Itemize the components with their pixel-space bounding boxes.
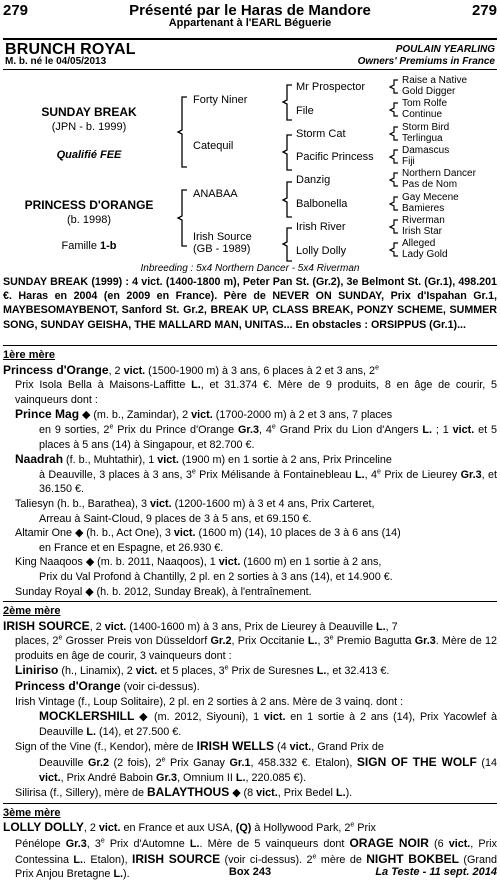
entry-sign-of-the-vine: Sign of the Vine (f., Kendor), mère de IRISH WELLS (4 vict., Grand Prix de — [15, 739, 384, 754]
pedigree-g3-1: Mr Prospector — [296, 81, 366, 93]
footer-date: La Teste - 11 sept. 2014 — [375, 866, 497, 878]
famille-value: 1-b — [100, 240, 117, 252]
entry-sunday-royal: Sunday Royal ◆ (h. b. 2012, Sunday Break), à l'entraînement. — [15, 585, 312, 598]
pedigree-g3-3: Storm Cat — [296, 128, 346, 140]
pedigree-dam: PRINCESS D'ORANGE — [24, 198, 154, 212]
pedigree-g4-12: Bamieres — [402, 203, 445, 214]
entry-taliesyn-2: Arreau à Saint-Cloud, 9 places de 3 à 5 ans, et 69.150 €. — [39, 512, 312, 525]
pedigree-g2-1: Forty Niner — [193, 94, 248, 106]
pedigree-g4-2: Gold Digger — [402, 86, 456, 97]
pedigree-famille — [0, 240, 178, 252]
pedigree-g4-6: Terlingua — [402, 133, 443, 144]
entry-altamir-one: Altamir One ◆ (h. b., Act One), 3 vict. (1600 m) (14), 10 places de 3 à 6 ans (14) — [15, 527, 401, 540]
pedigree-g4-3: Tom Rolfe — [402, 98, 448, 109]
entry-irish-vintage: Irish Vintage (f., Loup Solitaire), 2 pl. en 2 sorties à 2 ans. Mère de 3 vainq. dont : — [15, 695, 404, 708]
pedigree-g4-10: Pas de Nom — [402, 179, 458, 190]
section-2eme-mere: 2ème mère — [3, 605, 61, 618]
entry-irish-source: IRISH SOURCE, 2 vict. (1400-1600 m) à 3 ans, Prix de Lieurey à Deauville L., 7 — [3, 618, 398, 633]
pedigree-sire-note: Qualifié FEE — [56, 149, 122, 161]
pedigree-g4-11: Gay Mecene — [402, 192, 459, 203]
pedigree-g4-14: Irish Star — [402, 226, 443, 237]
pedigree-g3-8: Lolly Dolly — [296, 245, 347, 257]
entry-prince-mag-2: en 9 sorties, 2e Prix du Prince d'Orange Gr.3, 4e Grand Prix du Lion d'Angers L. ; 1 vict. et 5 places à 5 ans (14) à Singapour, et 82.700 €. — [39, 423, 497, 451]
pedigree-g2-4: Irish Source — [193, 231, 252, 243]
pedigree-g2-2: Catequil — [193, 140, 234, 152]
pedigree-sire: SUNDAY BREAK — [41, 105, 137, 119]
entry-naadrah-2: à Deauville, 3 places à 3 ans, 3e Prix Mélisande à Fontainebleau L., 4e Prix de Lieurey Gr.3, et 36.150 €. — [39, 468, 497, 496]
sire-paragraph — [3, 275, 497, 332]
entry-liniriso: Liniriso (h., Linamix), 2 vict. et 5 places, 3e Prix de Suresnes L., et 32.413 €. — [15, 663, 390, 678]
entry-lolly-dolly: LOLLY DOLLY, 2 vict. en France et aux USA, (Q) à Hollywood Park, 2e Prix — [3, 820, 376, 835]
pedigree-braces-g3 — [385, 76, 403, 266]
horse-name: BRUNCH ROYAL — [5, 41, 136, 58]
footer-box: Box 243 — [228, 866, 272, 878]
pedigree-sire-info: (JPN - b. 1999) — [51, 121, 127, 133]
entry-princess-dorange: Princess d'Orange, 2 vict. (1500-1900 m) à 3 ans, 6 places à 2 et 3 ans, 2e — [3, 362, 379, 377]
pedigree-g4-8: Fiji — [402, 156, 415, 167]
entry-silirisa: Silirisa (f., Sillery), mère de BALAYTHOUS ◆ (8 vict., Prix Bedel L.). — [15, 785, 353, 800]
pedigree-g2-3: ANABAA — [193, 188, 238, 200]
pedigree-g3-6: Balbonella — [296, 198, 348, 210]
page-title: Présenté par le Haras de Mandore — [129, 2, 371, 19]
entry-naadrah: Naadrah (f. b., Muhtathir), 1 vict. (1900 m) en 1 sortie à 2 ans, Prix Princeline — [15, 452, 392, 467]
pedigree-g4-1: Raise a Native — [402, 75, 468, 86]
page-subtitle: Appartenant à l'EARL Béguerie — [168, 17, 332, 29]
divider-top — [3, 69, 497, 70]
entry-king-naaqoos: King Naaqoos ◆ (m. b. 2011, Naaqoos), 1 vict. (1600 m) en 1 sortie à 2 ans, — [15, 556, 382, 569]
lot-number-left: 279 — [3, 2, 29, 19]
pedigree-braces-g2 — [278, 80, 296, 265]
famille-label: Famille — [61, 240, 100, 252]
pedigree-g4-9: Northern Dancer — [402, 168, 476, 179]
entry-mocklershill: MOCKLERSHILL ◆ (m. 2012, Siyouni), 1 vict. en 1 sortie à 2 ans (14), Prix Yacowlef à Deauville L. (14), et 27.500 €. — [39, 709, 497, 738]
pedigree-g4-16: Lady Gold — [402, 249, 448, 260]
pedigree-dam-info: (b. 1998) — [66, 214, 112, 226]
section-1ere-mere: 1ère mère — [3, 349, 55, 361]
entry-prince-mag: Prince Mag ◆ (m. b., Zamindar), 2 vict. (1700-2000 m) à 2 et 3 ans, 7 places — [15, 407, 393, 422]
pedigree-g4-13: Riverman — [402, 215, 445, 226]
pedigree-g3-7: Irish River — [296, 221, 346, 233]
entry-princess-dorange-2: Prix Isola Bella à Maisons-Laffitte L., et 31.374 €. Mère de 9 produits, 8 en âge de courir, 5 vainqueurs dont : — [15, 379, 497, 406]
pedigree-g2-4-info: (GB - 1989) — [193, 243, 251, 255]
entry-princess-dorange-ref: Princess d'Orange (voir ci-dessus). — [15, 679, 200, 694]
entry-irish-source-2: places, 2e Grosser Preis von Düsseldorf Gr.2, Prix Occitanie L., 3e Premio Bagutta Gr.3. Mère de 12 produits en âge de courir, 3 vainqueurs dont : — [15, 634, 498, 662]
entry-altamir-one-2: en France et en Espagne, et 26.930 €. — [39, 541, 224, 554]
horse-category: POULAIN YEARLING — [395, 44, 495, 55]
pedigree-g3-5: Danzig — [296, 174, 331, 186]
owners-premiums: Owners' Premiums in France — [357, 56, 495, 67]
pedigree-g4-7: Damascus — [402, 145, 450, 156]
horse-birth: M. b. né le 04/05/2013 — [5, 56, 107, 67]
pedigree-g4-5: Storm Bird — [402, 122, 450, 133]
inbreeding-note: Inbreeding : 5x4 Northern Dancer - 5x4 Riverman — [140, 263, 360, 274]
entry-king-naaqoos-2: Prix du Val Profond à Chantilly, 2 pl. en 2 sorties à 3 ans (14), et 14.900 €. — [39, 570, 393, 583]
produce-record — [3, 345, 497, 882]
pedigree-g4-15: Alleged — [402, 238, 436, 249]
pedigree-g3-4: Pacific Princess — [296, 151, 374, 163]
pedigree-g3-2: File — [296, 105, 314, 117]
entry-taliesyn: Taliesyn (h. b., Barathea), 3 vict. (1200-1600 m) à 3 et 4 ans, Prix Carteret, — [15, 497, 375, 510]
lot-number-right: 279 — [471, 2, 497, 19]
horse-name-bar — [3, 38, 497, 68]
pedigree-g4-4: Continue — [402, 109, 443, 120]
section-divider-2 — [3, 601, 497, 602]
section-divider-3 — [3, 803, 497, 804]
section-3eme-mere: 3ème mère — [3, 806, 61, 819]
sire-paragraph-text: SUNDAY BREAK (1999) : 4 vict. (1400-1800 m), Peter Pan St. (Gr.2), 3e Belmont St. (Gr.1), 498.201 €. Haras en 2004 (en 2009 en France). Père de NEVER ON SUNDAY, Prix d'Ispahan Gr.1, MAYBESOMAYBENOT, Sanford St. Gr.2, BREAK UP, CLASS BREAK, PONZY SCHEME, SUMMER SONG, SUNDAY GEISHA, THE MALLARD MAN, UNITAS... En obstacles : ORSIPPUS (Gr.1)... — [3, 276, 497, 331]
entry-sign-of-the-vine-2: Deauville Gr.2 (2 fois), 2e Prix Ganay Gr.1, 458.332 €. Etalon), SIGN OF THE WOLF (14 vict., Prix André Baboin Gr.3, Omnium II L., 220.085 €). — [39, 755, 497, 784]
entry-lolly-dolly-2: Pénélope Gr.3, 3e Prix d'Automne L.. Mère de 5 vainqueurs dont ORAGE NOIR (6 vict., Prix Contessina L.. Etalon), IRISH SOURCE (voir ci-dessus). 2e mère de NIGHT BOKBEL (Grand Prix Anjou Bretagne L.). — [15, 836, 497, 881]
section-divider-1 — [3, 345, 497, 346]
pedigree-braces-g1 — [173, 94, 193, 264]
